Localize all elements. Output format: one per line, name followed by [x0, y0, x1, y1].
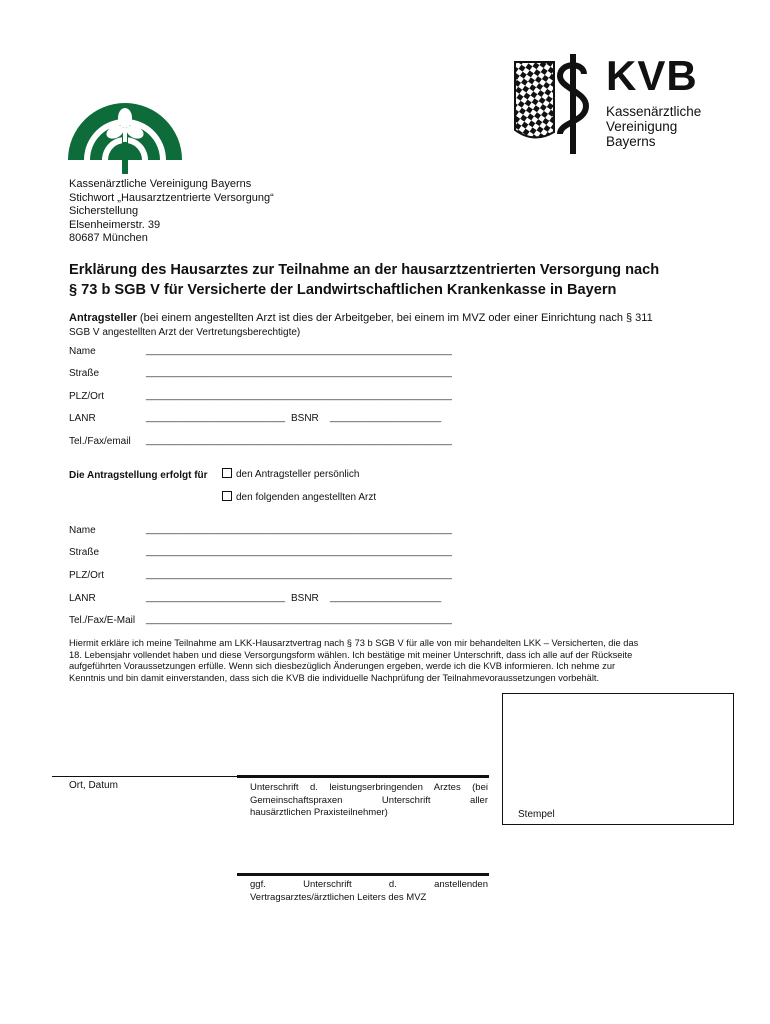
sig1-line: Gemeinschaftspraxen Unterschrift aller	[250, 794, 488, 806]
ort-datum-label: Ort, Datum	[69, 780, 118, 791]
applicant-note-2: SGB V angestellten Arzt der Vertretungsberechtigte)	[69, 326, 301, 338]
address-line: 80687 München	[69, 232, 148, 244]
sig-line-date	[52, 776, 237, 777]
kvb-line1: Kassenärztliche	[606, 104, 702, 119]
address-line: Kassenärztliche Vereinigung Bayerns	[69, 178, 252, 190]
sig1-line: Unterschrift d. leistungserbringenden Arztes (bei	[250, 782, 488, 793]
label-plz-2: PLZ/Ort	[69, 570, 105, 581]
label-plz: PLZ/Ort	[69, 391, 105, 402]
strasse-field[interactable]: _______________________________________________________	[146, 367, 452, 378]
label-strasse: Straße	[69, 368, 100, 379]
checkbox[interactable]	[222, 491, 232, 501]
kvb-org-name	[606, 104, 701, 149]
declaration-line: 18. Lebensjahr vollendet haben und diese Versorgungsform wählen. Ich bestätige mit meiner Unterschrift, dass ich alle auf der Rückseite	[69, 649, 633, 660]
kvb-wordmark: KVB	[606, 52, 698, 99]
sig1-line: hausärztlichen Praxisteilnehmer)	[250, 807, 388, 818]
page-title	[69, 260, 729, 300]
lanr-field[interactable]: _________________________	[146, 412, 286, 423]
label-name-2: Name	[69, 525, 96, 536]
declaration-line: Hiermit erkläre ich meine Teilnahme am LKK-Hausarztvertrag nach § 73 b SGB V für alle von mir behandelten LKK – Versicherten, die das	[69, 638, 639, 648]
sig2-line: ggf. Unterschrift d. anstellenden	[250, 879, 488, 890]
title-line2: § 73 b SGB V für Versicherte der Landwirtschaftlichen Krankenkasse in Bayern	[69, 282, 617, 298]
option-employed-doctor[interactable]	[222, 491, 376, 503]
bavarian-shield-icon	[512, 52, 592, 156]
label-strasse-2: Straße	[69, 547, 100, 558]
sig-doctor-caption	[250, 782, 488, 820]
label-bsnr: BSNR	[291, 413, 319, 424]
declaration-text	[69, 638, 704, 684]
plz-field[interactable]: _______________________________________________________	[146, 390, 452, 401]
option-label: den Antragsteller persönlich	[236, 469, 360, 480]
lkk-logo	[60, 52, 190, 179]
tel-field[interactable]: _______________________________________________________	[146, 435, 452, 446]
address-block	[69, 178, 274, 246]
kvb-line3: Bayerns	[606, 134, 656, 149]
sig-line-doctor	[237, 775, 489, 778]
bsnr-field-2[interactable]: ____________________	[330, 592, 442, 603]
label-tel: Tel./Fax/email	[69, 436, 131, 447]
stamp-box[interactable]	[502, 693, 734, 825]
declaration-line: Kenntnis und bin damit einverstanden, dass sich die KVB die individuelle Nachprüfung der Teilnahmevoraussetzungen vorbehält.	[69, 672, 600, 683]
address-line: Sicherstellung	[69, 205, 139, 217]
label-lanr: LANR	[69, 413, 96, 424]
applicant-note: (bei einem angestellten Arzt ist dies der Arbeitgeber, bei einem im MVZ oder einer Einrichtung nach § 311	[139, 312, 653, 324]
applicant-section	[69, 312, 709, 339]
strasse-field-2[interactable]: _______________________________________________________	[146, 546, 452, 557]
stamp-label: Stempel	[518, 809, 555, 820]
label-lanr-2: LANR	[69, 593, 96, 604]
sig2-line: Vertragsarztes/ärztlichen Leiters des MVZ	[250, 891, 427, 903]
sig-employer-caption	[250, 879, 488, 904]
application-for-label: Die Antragstellung erfolgt für	[69, 470, 208, 481]
declaration-line: aufgeführten Voraussetzungen erfülle. Wenn sich diesbezüglich Änderungen ergeben, werde ich die KVB informieren. Ich nehme zur	[69, 661, 616, 671]
plz-field-2[interactable]: _______________________________________________________	[146, 569, 452, 580]
option-applicant-personal[interactable]	[222, 468, 359, 480]
lanr-field-2[interactable]: _________________________	[146, 592, 286, 603]
address-line: Elsenheimerstr. 39	[69, 218, 161, 231]
kvb-logo	[512, 52, 722, 158]
option-label: den folgenden angestellten Arzt	[236, 492, 377, 503]
label-bsnr-2: BSNR	[291, 593, 319, 604]
tel-field-2[interactable]: _______________________________________________________	[146, 614, 452, 625]
address-line: Stichwort „Hausarztzentrierte Versorgung“	[69, 191, 274, 204]
applicant-heading: Antragsteller	[69, 312, 137, 324]
sig-line-employer	[237, 873, 489, 876]
checkbox[interactable]	[222, 468, 232, 478]
bsnr-field[interactable]: ____________________	[330, 412, 442, 423]
name-field[interactable]: _______________________________________________________	[146, 345, 452, 356]
label-tel-2: Tel./Fax/E-Mail	[69, 615, 136, 626]
name-field-2[interactable]: _______________________________________________________	[146, 524, 452, 535]
title-line1: Erklärung des Hausarztes zur Teilnahme an der hausarztzentrierten Versorgung nach	[69, 262, 660, 278]
label-name: Name	[69, 346, 96, 357]
kvb-line2: Vereinigung	[606, 119, 678, 134]
